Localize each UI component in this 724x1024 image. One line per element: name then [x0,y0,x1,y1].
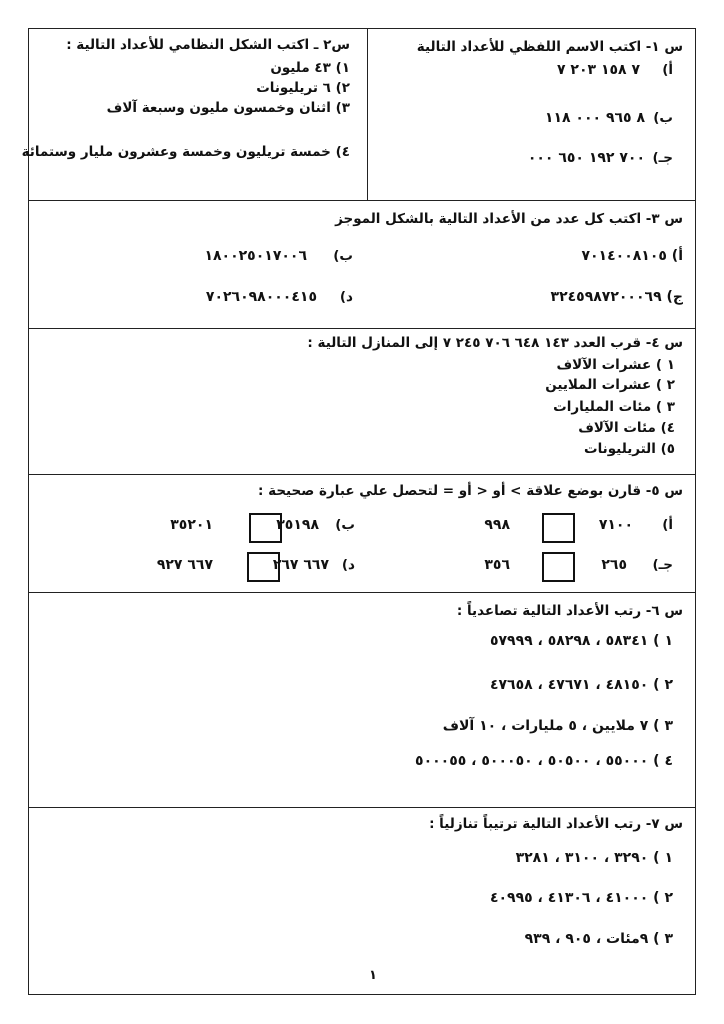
q2-item-4: ٤) خمسة تريليون وخمسة وعشرون مليار وستمائة [21,144,350,160]
q3-d-value: ٧٠٢٦٠٩٨٠٠٠٤١٥ [205,289,317,305]
q5-c-right: ٣٥٦ [484,557,510,573]
q5-c-answer-box[interactable] [542,552,575,582]
q3-c: ج) ٣٢٤٥٩٨٧٢٠٠٠٦٩ [550,289,683,305]
q5-a-answer-box[interactable] [542,513,575,543]
q2-item-3: ٣) اثنان وخمسون مليون وسبعة آلاف [106,100,350,116]
q5-a-left: ٧١٠٠ [598,517,633,533]
section-q3 [29,201,695,329]
q5-a-right: ٩٩٨ [484,517,510,533]
q7-item-3: ٣ ) ٩مئات ، ٩٠٥ ، ٩٣٩ [524,931,673,947]
q1-c-label: جـ) [652,150,673,166]
q3-b-value: ١٨٠٠٢٥٠١٧٠٠٦ [204,248,307,264]
q7-title: س ٧- رتب الأعداد التالية ترتيباً تنازلياً : [429,816,683,832]
q4-title: س ٤- قرب العدد ١٤٣ ٦٤٨ ٧٠٦ ٢٤٥ ٧ إلى المنازل التالية : [307,335,683,351]
q4-item-4: ٤) مئات الآلاف [578,420,675,436]
worksheet-page [21,28,696,995]
q5-d-left: ٦٦٧ ٢٦٧ [272,557,329,573]
section-q7 [29,808,695,996]
q1-c-value: ٧٠٠ ١٩٢ ٦٥٠ ٠٠٠ [527,150,645,166]
q6-item-4: ٤ ) ٥٥٠٠٠ ، ٥٠٥٠٠ ، ٥٠٠٠٥٠ ، ٥٠٠٠٥٥ [415,753,673,769]
q5-d-label: د) [341,557,355,573]
q6-title: س ٦- رتب الأعداد التالية تصاعدياً : [456,603,683,619]
section-q4 [29,329,695,475]
q5-c-left: ٢٦٥ [601,557,627,573]
q5-title: س ٥- قارن بوضع علاقة > أو < أو = لتحصل علي عبارة صحيحة : [258,483,683,499]
section-q5 [29,475,695,593]
q6-item-1: ١ ) ٥٨٣٤١ ، ٥٨٢٩٨ ، ٥٧٩٩٩ [489,633,673,649]
q5-b-answer-box[interactable] [249,513,282,543]
q2-item-2: ٢) ٦ تريليونات [256,80,350,96]
q2-title: س٢ ـ اكتب الشكل النظامي للأعداد التالية : [66,37,350,53]
q5-d-right: ٦٦٧ ٩٢٧ [156,557,213,573]
q1-a-value: ٧ ١٥٨ ٢٠٣ ٧ [557,62,640,78]
section-q1-q2 [21,29,695,201]
q1-b-label: ب) [653,110,673,126]
q2-item-1: ١) ٤٣ مليون [270,60,350,76]
q4-item-1: ١ ) عشرات الآلاف [556,357,675,373]
q5-b-label: ب) [335,517,355,533]
q6-item-2: ٢ ) ٤٨١٥٠ ، ٤٧٦٧١ ، ٤٧٦٥٨ [489,677,673,693]
section-q6 [29,593,695,808]
q5-b-left: ٣٥١٩٨ [276,517,319,533]
q1-title: س ١- اكتب الاسم اللفظي للأعداد التالية [416,39,683,55]
q3-a: أ) ٧٠١٤٠٠٨١٠٥ [581,248,683,264]
q4-item-3: ٣ ) مئات المليارات [553,399,675,415]
q7-item-1: ١ ) ٣٢٩٠ ، ٣١٠٠ ، ٣٢٨١ [515,850,673,866]
q1-a-label: أ) [662,62,673,78]
column-divider [367,29,368,201]
q5-b-right: ٣٥٢٠١ [170,517,213,533]
q6-item-3: ٣ ) ٧ ملايين ، ٥ مليارات ، ١٠ آلاف [442,718,673,734]
q1-b-value: ٨ ٩٦٥ ٠٠٠ ١١٨ [544,110,645,126]
page-number: ١ [369,968,377,983]
q4-item-5: ٥) التريليونات [584,441,675,457]
q5-d-answer-box[interactable] [247,552,280,582]
q7-item-2: ٢ ) ٤١٠٠٠ ، ٤١٣٠٦ ، ٤٠٩٩٥ [489,890,673,906]
q5-a-label: أ) [662,517,673,533]
q4-item-2: ٢ ) عشرات الملايين [545,377,675,393]
q3-title: س ٣- اكتب كل عدد من الأعداد التالية بالشكل الموجز [335,211,683,227]
q3-b-label: ب) [333,248,353,264]
q5-c-label: جـ) [652,557,673,573]
q3-d-label: د) [339,289,353,305]
